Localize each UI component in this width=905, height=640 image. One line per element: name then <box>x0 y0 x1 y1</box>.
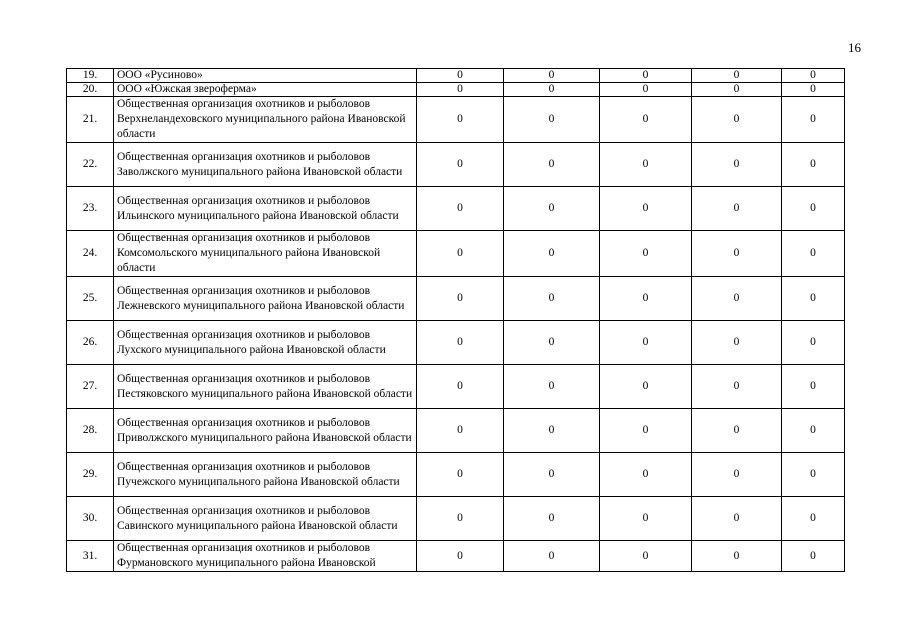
value-cell: 0 <box>417 83 504 97</box>
value-cell: 0 <box>600 231 692 277</box>
value-cell: 0 <box>692 277 782 321</box>
value-cell: 0 <box>600 453 692 497</box>
value-cell: 0 <box>600 497 692 541</box>
value-cell: 0 <box>417 277 504 321</box>
value-cell: 0 <box>692 497 782 541</box>
value-cell: 0 <box>417 541 504 572</box>
value-cell: 0 <box>417 365 504 409</box>
row-number: 24. <box>67 231 114 277</box>
row-number: 30. <box>67 497 114 541</box>
row-number: 23. <box>67 187 114 231</box>
value-cell: 0 <box>692 97 782 143</box>
value-cell: 0 <box>600 69 692 83</box>
value-cell: 0 <box>600 365 692 409</box>
organization-name: Общественная организация охотников и рыболовов Комсомольского муниципального района Ивановской области <box>114 231 417 277</box>
organization-name: Общественная организация охотников и рыболовов Верхнеландеховского муниципального района Ивановской области <box>114 97 417 143</box>
value-cell: 0 <box>600 143 692 187</box>
organization-name: ООО «Южская звероферма» <box>114 83 417 97</box>
value-cell: 0 <box>417 187 504 231</box>
value-cell: 0 <box>504 187 600 231</box>
row-number: 19. <box>67 69 114 83</box>
table-row <box>67 143 845 187</box>
value-cell: 0 <box>782 143 845 187</box>
value-cell: 0 <box>692 541 782 572</box>
value-cell: 0 <box>692 409 782 453</box>
value-cell: 0 <box>504 143 600 187</box>
value-cell: 0 <box>417 453 504 497</box>
table-row <box>67 187 845 231</box>
row-number: 20. <box>67 83 114 97</box>
value-cell: 0 <box>692 187 782 231</box>
row-number: 26. <box>67 321 114 365</box>
value-cell: 0 <box>782 83 845 97</box>
value-cell: 0 <box>782 187 845 231</box>
organization-name: Общественная организация охотников и рыболовов Пучежского муниципального района Ивановской области <box>114 453 417 497</box>
value-cell: 0 <box>782 541 845 572</box>
table-row <box>67 69 845 83</box>
row-number: 25. <box>67 277 114 321</box>
value-cell: 0 <box>692 365 782 409</box>
value-cell: 0 <box>600 187 692 231</box>
organization-name: Общественная организация охотников и рыболовов Ильинского муниципального района Ивановской области <box>114 187 417 231</box>
value-cell: 0 <box>504 277 600 321</box>
value-cell: 0 <box>600 83 692 97</box>
value-cell: 0 <box>504 83 600 97</box>
organization-name: ООО «Русиново» <box>114 69 417 83</box>
value-cell: 0 <box>417 321 504 365</box>
table-row <box>67 365 845 409</box>
table-body <box>67 69 845 572</box>
row-number: 22. <box>67 143 114 187</box>
value-cell: 0 <box>782 365 845 409</box>
row-number: 29. <box>67 453 114 497</box>
value-cell: 0 <box>782 321 845 365</box>
value-cell: 0 <box>504 497 600 541</box>
table-row <box>67 231 845 277</box>
value-cell: 0 <box>600 277 692 321</box>
value-cell: 0 <box>782 409 845 453</box>
value-cell: 0 <box>504 97 600 143</box>
value-cell: 0 <box>600 541 692 572</box>
organization-name: Общественная организация охотников и рыболовов Фурмановского муниципального района Ивановской <box>117 542 376 569</box>
value-cell: 0 <box>600 409 692 453</box>
value-cell: 0 <box>692 83 782 97</box>
data-table <box>66 68 845 572</box>
value-cell: 0 <box>504 453 600 497</box>
value-cell: 0 <box>692 231 782 277</box>
value-cell: 0 <box>417 497 504 541</box>
value-cell: 0 <box>600 97 692 143</box>
row-number: 27. <box>67 365 114 409</box>
organization-name: Общественная организация охотников и рыболовов Лухского муниципального района Ивановской области <box>114 321 417 365</box>
organization-name: Общественная организация охотников и рыболовов Приволжского муниципального района Ивановской области <box>114 409 417 453</box>
value-cell: 0 <box>692 321 782 365</box>
value-cell: 0 <box>417 409 504 453</box>
value-cell: 0 <box>504 365 600 409</box>
value-cell: 0 <box>600 321 692 365</box>
value-cell: 0 <box>504 69 600 83</box>
value-cell: 0 <box>692 69 782 83</box>
row-number: 21. <box>67 97 114 143</box>
value-cell: 0 <box>692 453 782 497</box>
value-cell: 0 <box>504 409 600 453</box>
value-cell: 0 <box>417 143 504 187</box>
value-cell: 0 <box>504 321 600 365</box>
organization-name: Общественная организация охотников и рыболовов Заволжского муниципального района Ивановской области <box>114 143 417 187</box>
value-cell: 0 <box>782 69 845 83</box>
value-cell: 0 <box>782 231 845 277</box>
value-cell: 0 <box>417 97 504 143</box>
page-number: 16 <box>848 40 861 55</box>
organization-name-cell <box>114 541 417 572</box>
row-number: 28. <box>67 409 114 453</box>
row-number: 31. <box>67 541 114 572</box>
table-row <box>67 321 845 365</box>
table-row <box>67 83 845 97</box>
table-row <box>67 97 845 143</box>
value-cell: 0 <box>417 231 504 277</box>
table-row <box>67 497 845 541</box>
value-cell: 0 <box>504 231 600 277</box>
value-cell: 0 <box>504 541 600 572</box>
value-cell: 0 <box>417 69 504 83</box>
organization-name: Общественная организация охотников и рыболовов Лежневского муниципального района Ивановской области <box>114 277 417 321</box>
organization-name: Общественная организация охотников и рыболовов Пестяковского муниципального района Ивановской области <box>114 365 417 409</box>
value-cell: 0 <box>782 277 845 321</box>
value-cell: 0 <box>692 143 782 187</box>
table-row <box>67 409 845 453</box>
value-cell: 0 <box>782 453 845 497</box>
table-row <box>67 277 845 321</box>
table-row <box>67 453 845 497</box>
value-cell: 0 <box>782 497 845 541</box>
value-cell: 0 <box>782 97 845 143</box>
organization-name: Общественная организация охотников и рыболовов Савинского муниципального района Ивановской области <box>114 497 417 541</box>
table-row <box>67 541 845 572</box>
